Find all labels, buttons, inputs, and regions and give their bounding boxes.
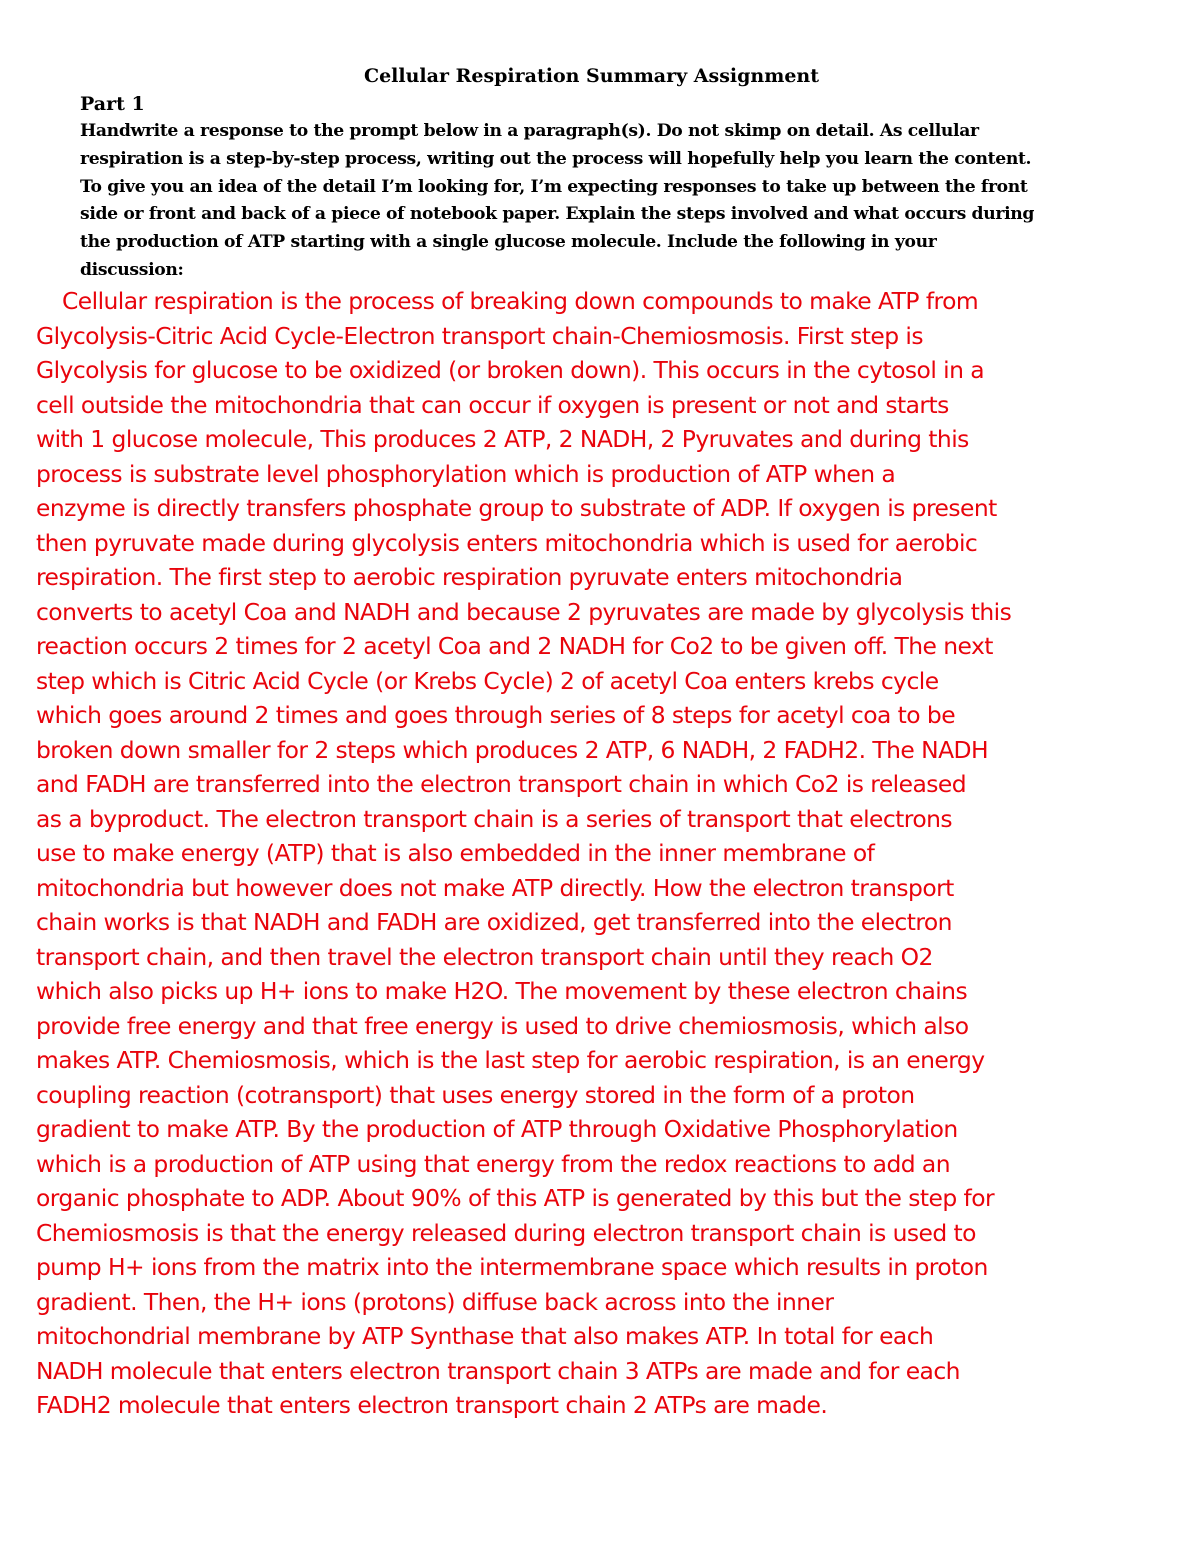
response-line: as a byproduct. The electron transport chain is a series of transport that electrons [36, 804, 953, 833]
response-line: pump H+ ions from the matrix into the intermembrane space which results in proton [36, 1253, 988, 1281]
response-line: coupling reaction (cotransport) that uses energy stored in the form of a proton [36, 1080, 915, 1109]
response-line: transport chain, and then travel the electron transport chain until they reach O2 [36, 942, 933, 971]
response-line: and FADH are transferred into the electron transport chain in which Co2 is released [36, 770, 967, 798]
response-line: FADH2 molecule that enters electron transport chain 2 ATPs are made. [36, 1391, 828, 1419]
response-line: organic phosphate to ADP. About 90% of this ATP is generated by this but the step for [36, 1184, 995, 1212]
response-line: chain works is that NADH and FADH are oxidized, get transferred into the electron [36, 908, 952, 936]
response-line: NADH molecule that enters electron transport chain 3 ATPs are made and for each [36, 1356, 960, 1385]
part-heading: Part 1 [80, 93, 145, 115]
response-line: Chemiosmosis is that the energy released during electron transport chain is used to [36, 1218, 976, 1247]
student-response [36, 284, 1166, 1423]
document-title: Cellular Respiration Summary Assignment [363, 65, 820, 87]
response-line: gradient to make ATP. By the production of ATP through Oxidative Phosphorylation [36, 1115, 958, 1143]
response-line: mitochondria but however does not make ATP directly. How the electron transport [36, 873, 954, 902]
response-line: provide free energy and that free energy is used to drive chemiosmosis, which also [36, 1011, 969, 1040]
response-line: mitochondrial membrane by ATP Synthase that also makes ATP. In total for each [36, 1322, 934, 1350]
response-line: reaction occurs 2 times for 2 acetyl Coa and 2 NADH for Co2 to be given off. The next [36, 632, 993, 660]
prompt-line: the production of ATP starting with a single glucose molecule. Include the following in your [80, 232, 937, 253]
response-line: Cellular respiration is the process of breaking down compounds to make ATP from [62, 287, 979, 315]
response-line: enzyme is directly transfers phosphate group to substrate of ADP. If oxygen is present [36, 494, 997, 522]
response-line: use to make energy (ATP) that is also embedded in the inner membrane of [36, 839, 875, 867]
response-line: respiration. The first step to aerobic respiration pyruvate enters mitochondria [36, 563, 903, 591]
response-line: step which is Citric Acid Cycle (or Krebs Cycle) 2 of acetyl Coa enters krebs cycle [36, 666, 939, 695]
response-line: converts to acetyl Coa and NADH and because 2 pyruvates are made by glycolysis this [36, 597, 1012, 626]
response-line: which goes around 2 times and goes through series of 8 steps for acetyl coa to be [36, 701, 956, 729]
response-line: gradient. Then, the H+ ions (protons) diffuse back across into the inner [36, 1287, 834, 1316]
prompt-line: Handwrite a response to the prompt below in a paragraph(s). Do not skimp on detail. As cellular [80, 121, 979, 141]
response-line: then pyruvate made during glycolysis enters mitochondria which is used for aerobic [36, 528, 978, 557]
prompt-line: side or front and back of a piece of notebook paper. Explain the steps involved and what occurs during [80, 204, 1035, 225]
response-line: Glycolysis-Citric Acid Cycle-Electron transport chain-Chemiosmosis. First step is [36, 321, 923, 350]
response-line: which also picks up H+ ions to make H2O. The movement by these electron chains [36, 977, 968, 1005]
response-line: Glycolysis for glucose to be oxidized (or broken down). This occurs in the cytosol in a [36, 356, 985, 384]
response-line: cell outside the mitochondria that can occur if oxygen is present or not and starts [36, 390, 949, 419]
prompt-line: respiration is a step-by-step process, writing out the process will hopefully help you learn the content. [80, 148, 1032, 169]
prompt-line: To give you an idea of the detail I’m looking for, I’m expecting responses to take up between the front [80, 176, 1028, 197]
response-line: process is substrate level phosphorylation which is production of ATP when a [36, 459, 896, 488]
assignment-prompt [80, 118, 1120, 285]
response-line: broken down smaller for 2 steps which produces 2 ATP, 6 NADH, 2 FADH2. The NADH [36, 735, 989, 764]
response-line: makes ATP. Chemiosmosis, which is the last step for aerobic respiration, is an energy [36, 1046, 985, 1074]
response-line: with 1 glucose molecule, This produces 2 ATP, 2 NADH, 2 Pyruvates and during this [36, 425, 969, 453]
response-line: which is a production of ATP using that energy from the redox reactions to add an [36, 1149, 950, 1178]
prompt-line: discussion: [80, 259, 184, 280]
